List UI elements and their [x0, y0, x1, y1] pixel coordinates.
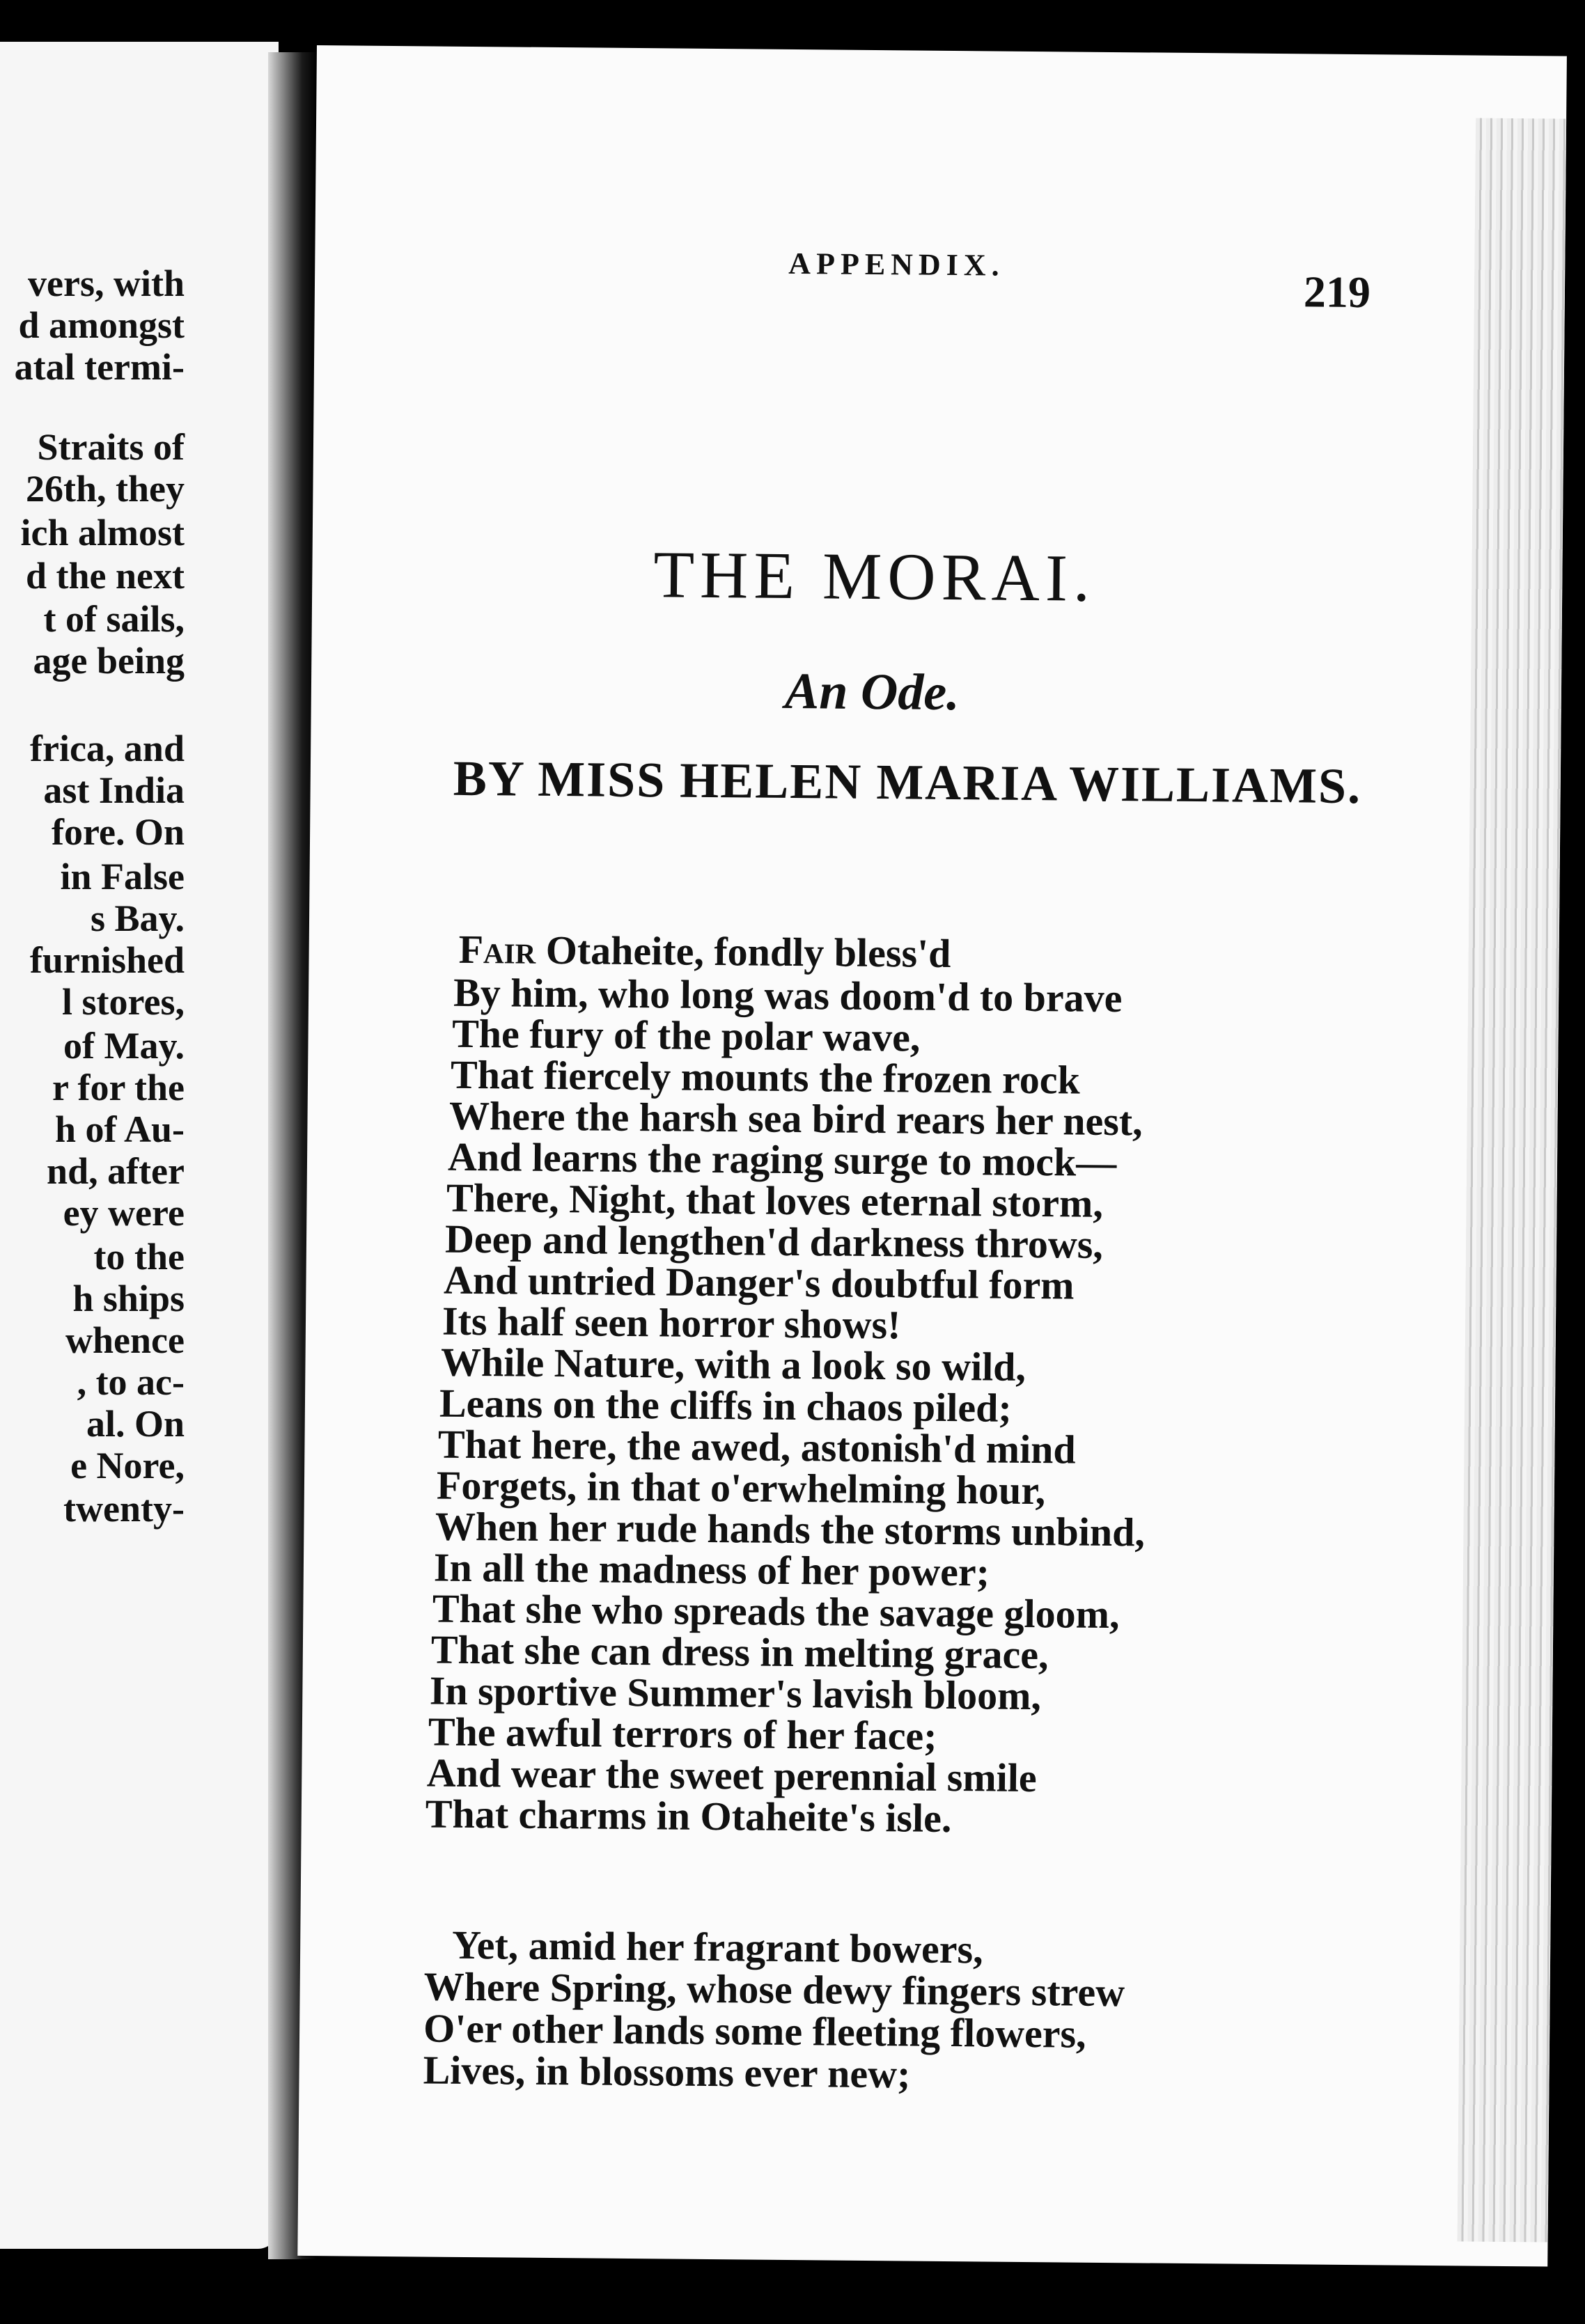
verse-line: That she can dress in melting grace, — [430, 1626, 1049, 1678]
page-number: 219 — [1303, 267, 1371, 317]
previous-page-line: frica, and — [30, 728, 185, 769]
verse-line: Where the harsh sea bird rears her nest, — [448, 1092, 1143, 1145]
verse-line: In sportive Summer's lavish bloom, — [429, 1667, 1042, 1719]
previous-page-line: fore. On — [52, 811, 185, 853]
previous-page-line: atal termi- — [14, 346, 185, 388]
verse-line: And untried Danger's doubtful form — [443, 1257, 1075, 1308]
verse-line: Lives, in blossoms ever new; — [423, 2047, 911, 2097]
previous-page-line: h of Au- — [54, 1108, 185, 1150]
running-head: APPENDIX. — [788, 246, 1005, 283]
previous-page-line: e Nore, — [70, 1445, 185, 1486]
verse-line: That charms in Otaheite's isle. — [425, 1791, 952, 1842]
previous-page-line: s Bay. — [90, 897, 185, 939]
verse-line: In all the madness of her power; — [433, 1544, 990, 1595]
verse-line — [458, 926, 951, 976]
previous-page-line: to the — [93, 1236, 185, 1278]
previous-page-line: d the next — [26, 555, 185, 597]
verse-line: The fury of the polar wave, — [451, 1010, 921, 1060]
previous-page-line: ast India — [43, 769, 185, 811]
previous-page-line: 26th, they — [26, 468, 185, 510]
previous-page-line: ich almost — [20, 512, 185, 553]
verse-line: And wear the sweet perennial smile — [426, 1750, 1037, 1801]
verse-line: O'er other lands some fleeting flowers, — [423, 2005, 1086, 2057]
previous-page-line: l stores, — [62, 981, 185, 1023]
previous-page-line: r for the — [52, 1067, 185, 1108]
verse-first-line-rest: Otaheite, fondly bless'd — [535, 927, 951, 976]
verse-line: Its half seen horror shows! — [442, 1298, 901, 1348]
poem-title: THE MORAI. — [653, 537, 1096, 615]
verse-line: That here, the awed, astonish'd mind — [437, 1421, 1077, 1473]
verse-line: While Nature, with a look so wild, — [440, 1339, 1026, 1390]
verse-line: The awful terrors of her face; — [428, 1709, 937, 1759]
previous-page-line: ey were — [63, 1192, 185, 1234]
poem-author: BY MISS HELEN MARIA WILLIAMS. — [453, 750, 1362, 815]
verse-line: And learns the raging surge to mock— — [447, 1133, 1117, 1186]
previous-page-line: in False — [60, 856, 185, 897]
verse-line: Deep and lengthen'd darkness throws, — [444, 1216, 1104, 1267]
previous-page-line: , to ac- — [77, 1361, 185, 1403]
poem-subtitle: An Ode. — [784, 662, 960, 722]
verse-line: That fiercely mounts the frozen rock — [450, 1051, 1081, 1103]
previous-page-line: Straits of — [37, 426, 185, 468]
previous-page-line: whence — [65, 1319, 185, 1361]
previous-page-line: vers, with — [28, 262, 185, 304]
previous-page-line: age being — [33, 640, 185, 682]
book-page — [297, 45, 1567, 2267]
verse-line: That she who spreads the savage gloom, — [432, 1585, 1120, 1638]
page-edges — [1458, 118, 1567, 2243]
verse-line: Yet, amid her fragrant bowers, — [451, 1922, 983, 1972]
verse-line: By him, who long was doom'd to brave — [453, 969, 1123, 1021]
previous-page-line: furnished — [29, 939, 185, 981]
previous-page-line: d amongst — [18, 304, 185, 346]
verse-line: Where Spring, whose dewy fingers strew — [423, 1963, 1125, 2016]
previous-page-text — [0, 0, 279, 2324]
previous-page-line: h ships — [72, 1278, 185, 1319]
previous-page-line: twenty- — [63, 1488, 185, 1530]
verse-line: Leans on the cliffs in chaos piled; — [439, 1380, 1012, 1431]
verse-line: There, Night, that loves eternal storm, — [446, 1175, 1104, 1226]
previous-page-line: of May. — [63, 1025, 185, 1067]
previous-page-line: al. On — [86, 1403, 185, 1445]
previous-page-line: t of sails, — [43, 598, 185, 640]
previous-page-line: nd, after — [47, 1150, 185, 1192]
verse-first-word: Fair — [458, 926, 536, 973]
verse-line: When her rude hands the storms unbind, — [435, 1503, 1146, 1555]
verse-line: Forgets, in that o'erwhelming hour, — [436, 1462, 1046, 1514]
